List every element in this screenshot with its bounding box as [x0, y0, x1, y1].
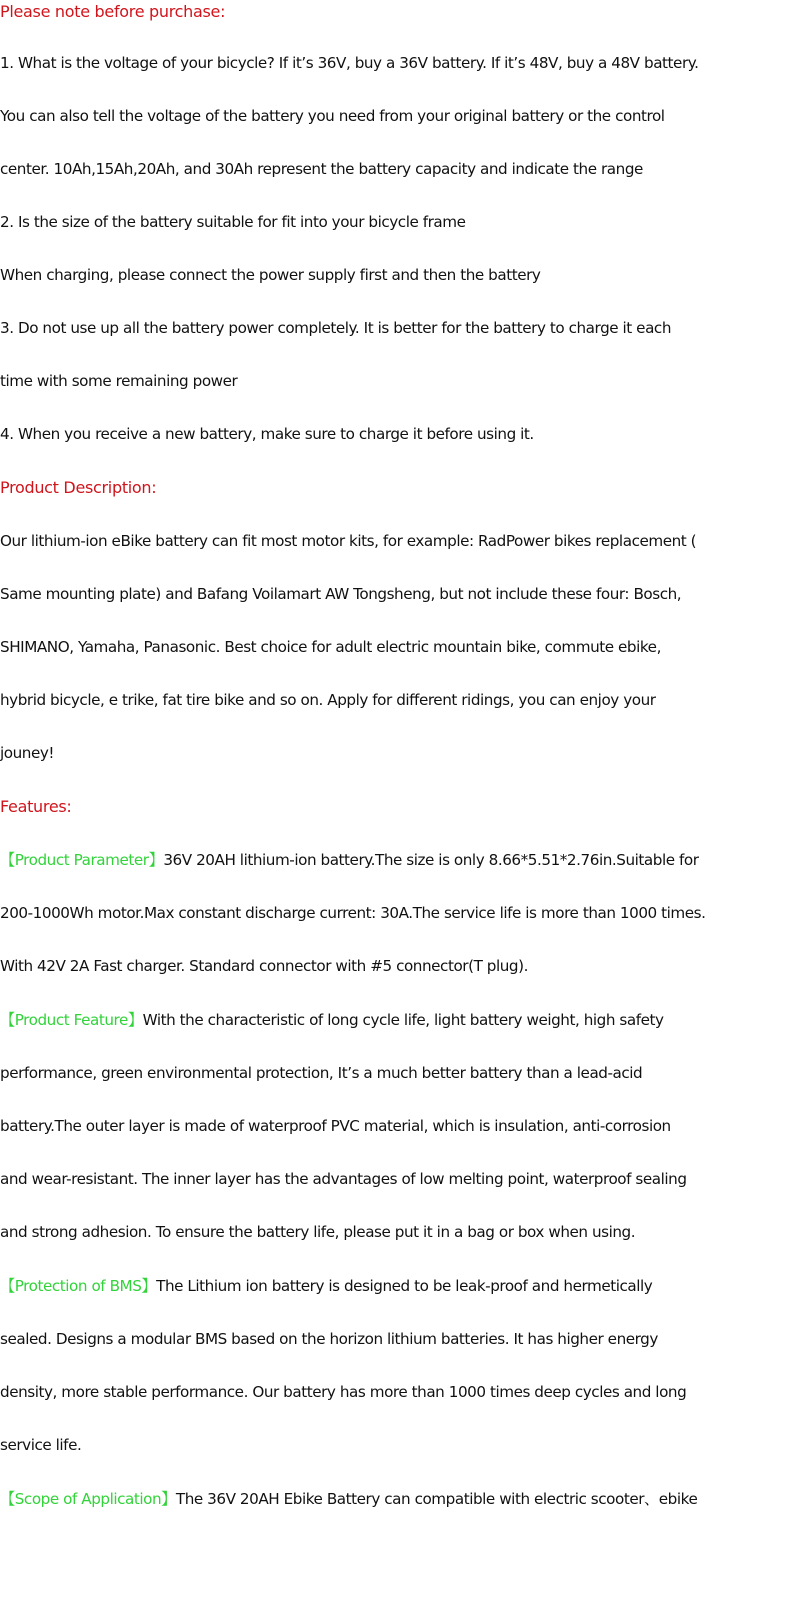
- feature-line: and wear-resistant. The inner layer has the advantages of low melting point, waterproof sealing: [0, 1170, 687, 1188]
- feature-text: 36V 20AH lithium-ion battery.The size is only 8.66*5.51*2.76in.Suitable for: [163, 851, 699, 869]
- description-line: hybrid bicycle, e trike, fat tire bike and so on. Apply for different ridings, you can enjoy your: [0, 691, 656, 709]
- feature-text: The 36V 20AH Ebike Battery can compatible with electric scooter、ebike: [175, 1490, 698, 1508]
- feature-line: 200-1000Wh motor.Max constant discharge current: 30A.The service life is more than 1000 times.: [0, 904, 706, 922]
- feature-line: battery.The outer layer is made of waterproof PVC material, which is insulation, anti-corrosion: [0, 1117, 671, 1135]
- feature-product-parameter: [0, 848, 800, 872]
- feature-tag: 【Scope of Application】: [0, 1490, 176, 1508]
- feature-text: With the characteristic of long cycle life, light battery weight, high safety: [142, 1011, 664, 1029]
- notice-line: 2. Is the size of the battery suitable for fit into your bicycle frame: [0, 213, 466, 231]
- feature-text: The Lithium ion battery is designed to be leak-proof and hermetically: [156, 1277, 653, 1295]
- feature-tag: 【Product Feature】: [0, 1011, 143, 1029]
- description-line: jouney!: [0, 744, 55, 762]
- notice-line: 4. When you receive a new battery, make sure to charge it before using it.: [0, 425, 534, 443]
- features-heading: Features:: [0, 797, 72, 816]
- feature-line: With 42V 2A Fast charger. Standard connector with #5 connector(T plug).: [0, 957, 528, 975]
- feature-scope-of-application: [0, 1487, 800, 1511]
- feature-line: density, more stable performance. Our battery has more than 1000 times deep cycles and long: [0, 1383, 687, 1401]
- feature-product-feature: [0, 1008, 800, 1032]
- description-line: Our lithium-ion eBike battery can fit most motor kits, for example: RadPower bikes replacement (: [0, 532, 697, 550]
- feature-line: sealed. Designs a modular BMS based on the horizon lithium batteries. It has higher energy: [0, 1330, 658, 1348]
- feature-tag: 【Protection of BMS】: [0, 1277, 157, 1295]
- feature-line: performance, green environmental protection, It’s a much better battery than a lead-acid: [0, 1064, 643, 1082]
- description-line: Same mounting plate) and Bafang Voilamart AW Tongsheng, but not include these four: Bosch,: [0, 585, 682, 603]
- feature-line: and strong adhesion. To ensure the battery life, please put it in a bag or box when using.: [0, 1223, 636, 1241]
- notice-line: center. 10Ah,15Ah,20Ah, and 30Ah represent the battery capacity and indicate the range: [0, 160, 643, 178]
- description-line: SHIMANO, Yamaha, Panasonic. Best choice for adult electric mountain bike, commute ebike,: [0, 638, 661, 656]
- notice-line: You can also tell the voltage of the battery you need from your original battery or the control: [0, 107, 665, 125]
- notice-line: When charging, please connect the power supply first and then the battery: [0, 266, 541, 284]
- feature-tag: 【Product Parameter】: [0, 851, 164, 869]
- feature-line: service life.: [0, 1436, 82, 1454]
- notice-line: time with some remaining power: [0, 372, 238, 390]
- notice-line: 3. Do not use up all the battery power completely. It is better for the battery to charge it each: [0, 319, 672, 337]
- notice-line: 1. What is the voltage of your bicycle? If it’s 36V, buy a 36V battery. If it’s 48V, buy a 48V battery.: [0, 54, 699, 72]
- notice-heading: Please note before purchase:: [0, 2, 226, 21]
- description-heading: Product Description:: [0, 478, 157, 497]
- feature-protection-of-bms: [0, 1274, 800, 1298]
